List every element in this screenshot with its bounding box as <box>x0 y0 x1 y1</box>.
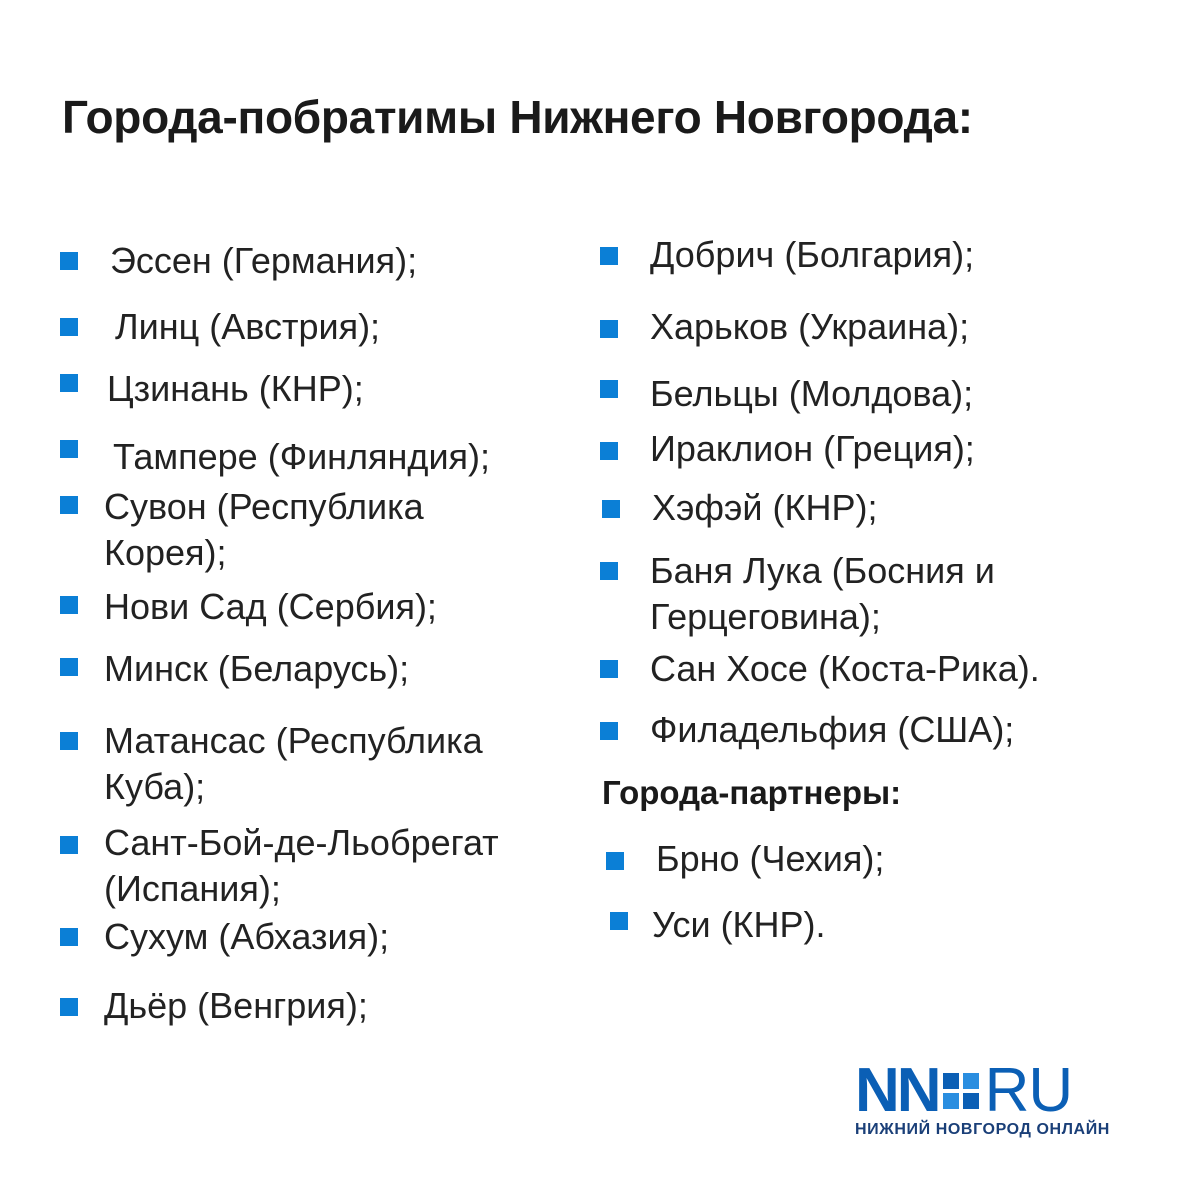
list-item: Сан Хосе (Коста-Рика). <box>650 648 1040 689</box>
list-item-continued: (Испания); <box>104 868 281 909</box>
bullet <box>60 836 78 854</box>
list-item: Уси (КНР). <box>652 904 826 945</box>
logo-suffix: RU <box>984 1056 1073 1125</box>
bullet <box>610 912 628 930</box>
logo-mark: NN <box>855 1056 939 1125</box>
list-item: Минск (Беларусь); <box>104 648 410 689</box>
page-title: Города-побратимы Нижнего Новгорода: <box>62 91 973 143</box>
list-item: Эссен (Германия); <box>110 240 418 281</box>
list-item: Сувон (Республика <box>104 486 424 527</box>
list-item: Филадельфия (США); <box>650 709 1015 750</box>
list-item: Тампере (Финляндия); <box>113 436 491 477</box>
list-item: Сант-Бой-де-Льобрегат <box>104 822 499 863</box>
partners-heading: Города-партнеры: <box>602 774 902 811</box>
nn-ru-logo <box>855 1056 1140 1146</box>
list-item: Нови Сад (Сербия); <box>104 586 437 627</box>
bullet <box>600 320 618 338</box>
bullet <box>60 440 78 458</box>
bullet <box>600 660 618 678</box>
list-item: Цзинань (КНР); <box>107 368 364 409</box>
bullet <box>60 928 78 946</box>
list-item-continued: Корея); <box>104 532 227 573</box>
bullet <box>606 852 624 870</box>
list-item: Сухум (Абхазия); <box>104 916 390 957</box>
bullet <box>600 442 618 460</box>
list-item: Баня Лука (Босния и <box>650 550 995 591</box>
bullet <box>600 722 618 740</box>
bullet <box>60 318 78 336</box>
list-item: Матансас (Республика <box>104 720 483 761</box>
bullet <box>60 658 78 676</box>
bullet <box>600 380 618 398</box>
logo-tagline: НИЖНИЙ НОВГОРОД ОНЛАЙН <box>855 1121 1110 1138</box>
list-item: Бельцы (Молдова); <box>650 373 974 414</box>
bullet <box>602 500 620 518</box>
list-item: Ираклион (Греция); <box>650 428 975 469</box>
bullet <box>60 732 78 750</box>
bullet <box>60 252 78 270</box>
list-item: Дьёр (Венгрия); <box>104 985 368 1026</box>
bullet <box>60 496 78 514</box>
list-item: Линц (Австрия); <box>115 306 381 347</box>
list-item-continued: Куба); <box>104 766 206 807</box>
list-item: Брно (Чехия); <box>656 838 885 879</box>
bullet <box>60 596 78 614</box>
bullet <box>600 562 618 580</box>
bullet <box>60 374 78 392</box>
logo-squares-icon <box>943 1073 979 1109</box>
bullet <box>60 998 78 1016</box>
list-item: Хэфэй (КНР); <box>652 487 878 528</box>
list-item: Харьков (Украина); <box>650 306 970 347</box>
bullet <box>600 247 618 265</box>
list-item: Добрич (Болгария); <box>650 234 975 275</box>
list-item-continued: Герцеговина); <box>650 596 881 637</box>
